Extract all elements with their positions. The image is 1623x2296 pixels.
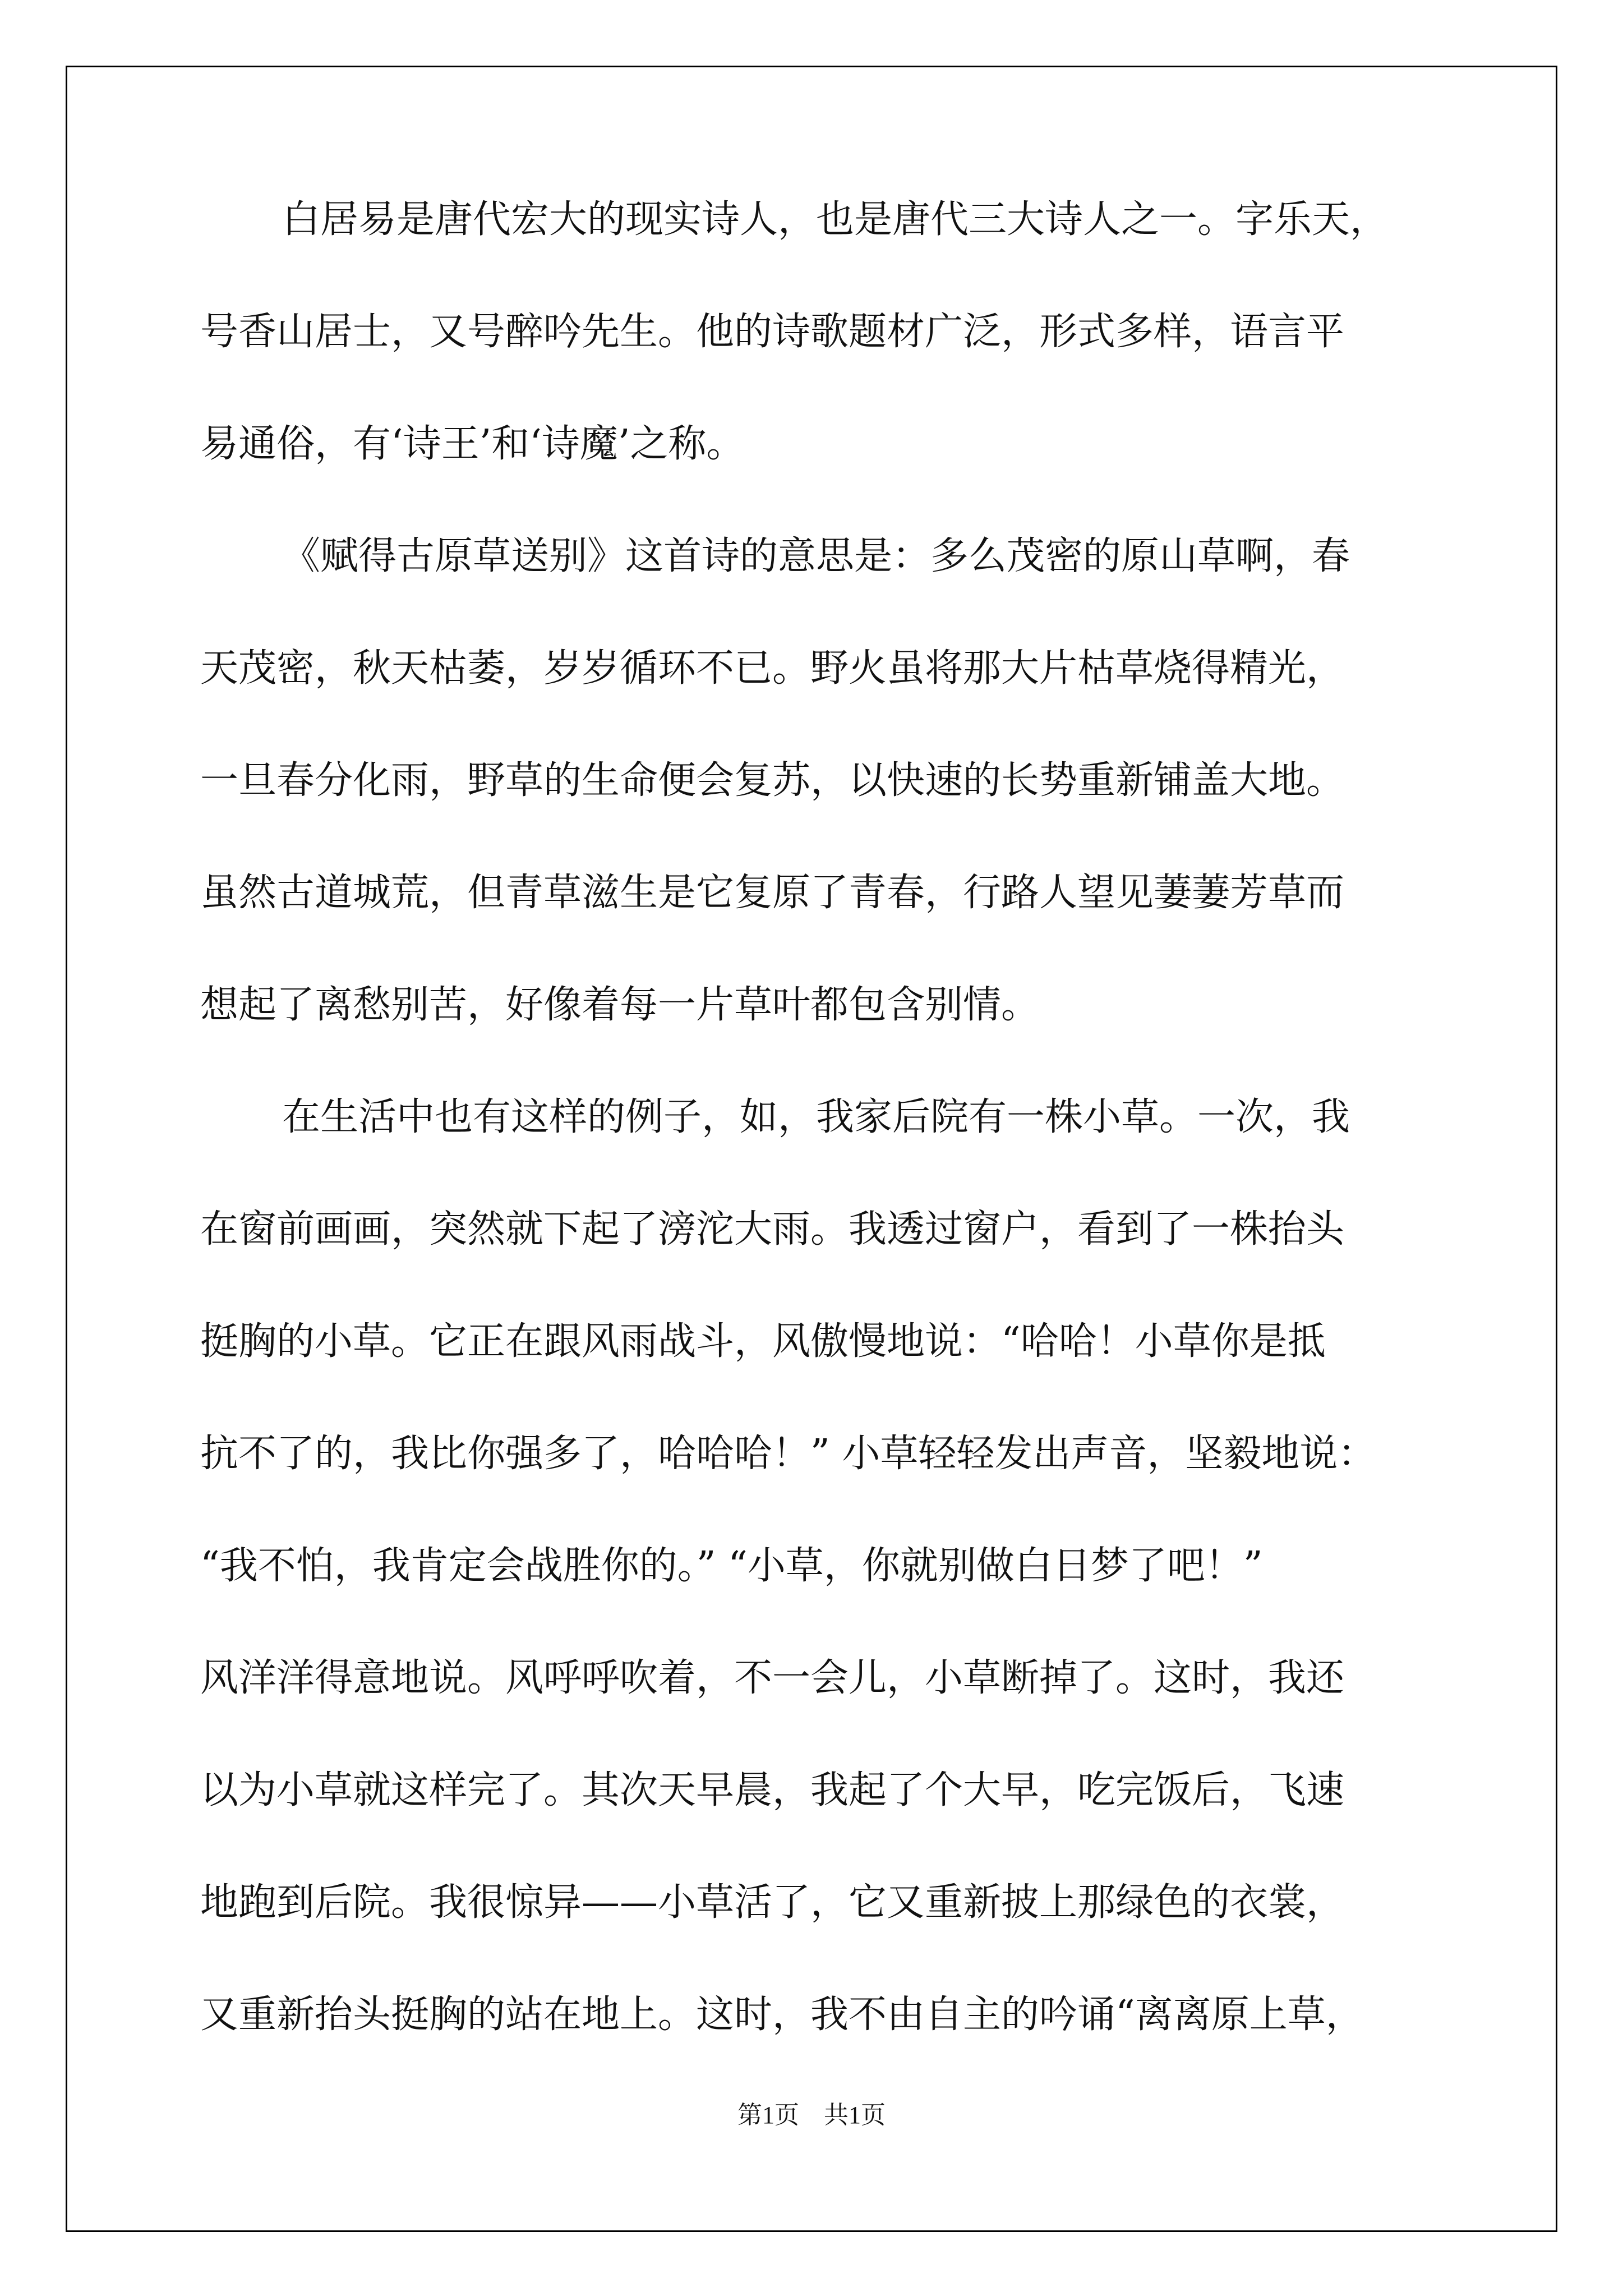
paragraph-3 xyxy=(200,1095,1428,2037)
text-line: 地跑到后院。我很惊异——小草活了，它又重新披上那绿色的衣裳， xyxy=(200,1880,1345,1925)
text-line: 在生活中也有这样的例子，如，我家后院有一株小草。一次，我 xyxy=(282,1095,1350,1139)
text-line: 以为小草就这样完了。其次天早晨，我起了个大早，吃完饭后，飞速 xyxy=(200,1768,1345,1812)
text-line: 一旦春分化雨，野草的生命便会复苏，以快速的长势重新铺盖大地。 xyxy=(200,758,1345,803)
text-line: 号香山居士，又号醉吟先生。他的诗歌题材广泛，形式多样，语言平 xyxy=(200,310,1345,354)
text-line: 想起了离愁别苦，好像着每一片草叶都包含别情。 xyxy=(200,983,1040,1027)
text-line: 风洋洋得意地说。风呼呼吹着，不一会儿，小草断掉了。这时，我还 xyxy=(200,1656,1345,1700)
text-line: 天茂密，秋天枯萎，岁岁循环不已。野火虽将那大片枯草烧得精光， xyxy=(200,646,1345,691)
paragraph-2 xyxy=(200,534,1428,1027)
text-line: 抗不了的，我比你强多了，哈哈哈！” 小草轻轻发出声音，坚毅地说： xyxy=(200,1432,1376,1476)
paragraph-1 xyxy=(200,197,1428,466)
text-line: 挺胸的小草。它正在跟风雨战斗，风傲慢地说：“哈哈！小草你是抵 xyxy=(200,1319,1326,1364)
text-line: 虽然古道城荒，但青草滋生是它复原了青春，行路人望见萋萋芳草而 xyxy=(200,871,1345,915)
text-line: “我不怕，我肯定会战胜你的。” “小草，你就别做白日梦了吧！” xyxy=(200,1544,1263,1588)
text-line: 易通俗，有‘诗王’和‘诗魔’之称。 xyxy=(200,422,745,466)
text-line: 白居易是唐代宏大的现实诗人，也是唐代三大诗人之一。字乐天， xyxy=(282,197,1389,242)
text-line: 《赋得古原草送别》这首诗的意思是：多么茂密的原山草啊，春 xyxy=(282,534,1350,578)
text-line: 又重新抬头挺胸的站在地上。这时，我不由自主的吟诵“离离原上草， xyxy=(200,1993,1364,2037)
text-line: 在窗前画画，突然就下起了滂沱大雨。我透过窗户，看到了一株抬头 xyxy=(200,1207,1345,1251)
page-number-footer: 第1页 共1页 xyxy=(737,2101,886,2129)
document-body xyxy=(200,197,1428,2037)
